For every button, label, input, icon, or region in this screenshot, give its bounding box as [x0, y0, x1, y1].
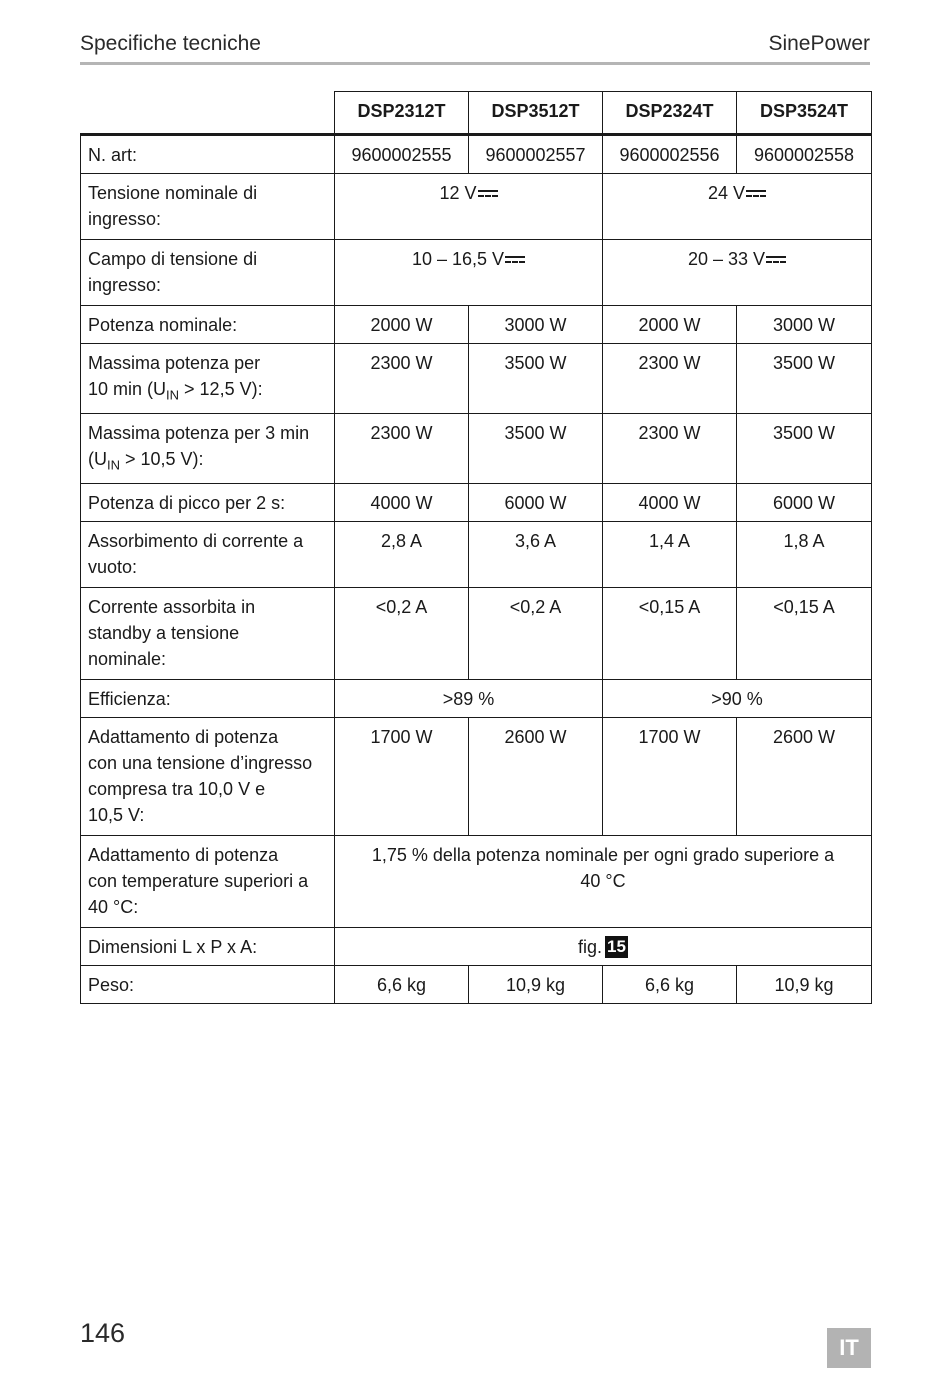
- cell-value: 1,75 % della potenza nominale per ogni grado superiore a: [371, 845, 835, 865]
- page-number: 146: [80, 1318, 126, 1348]
- table-cell: 3500 W: [469, 344, 603, 414]
- table-cell: 9600002557: [469, 135, 603, 174]
- label-line: 40 °C:: [88, 897, 139, 917]
- label-line: Massima potenza per 3 min: [88, 423, 310, 443]
- table-cell: 9600002558: [737, 135, 872, 174]
- section-title: Specifiche tecniche: [80, 32, 261, 55]
- table-row: [81, 174, 872, 240]
- table-cell: 3,6 A: [469, 522, 603, 588]
- header-blank-cell: [81, 92, 335, 135]
- row-label: Efficienza:: [81, 680, 335, 718]
- table-row: [81, 966, 872, 1004]
- table-cell: 2300 W: [603, 414, 737, 484]
- dc-voltage-icon: [766, 254, 786, 266]
- label-line: con una tensione d’ingresso: [88, 753, 313, 773]
- table-cell: 2,8 A: [335, 522, 469, 588]
- table-cell: 3500 W: [737, 414, 872, 484]
- row-label: Dimensioni L x P x A:: [81, 928, 335, 966]
- table-cell: 6000 W: [737, 484, 872, 522]
- row-label: N. art:: [81, 135, 335, 174]
- table-row: [81, 718, 872, 836]
- table-cell: 1,4 A: [603, 522, 737, 588]
- table-row: [81, 414, 872, 484]
- row-label: [81, 718, 335, 836]
- label-line: > 12,5 V):: [179, 379, 263, 399]
- table-cell: 10,9 kg: [469, 966, 603, 1004]
- label-line: Assorbimento di corrente a: [88, 531, 304, 551]
- table-header-row: [81, 92, 872, 135]
- table-cell: [335, 240, 603, 306]
- table-cell: 3000 W: [469, 306, 603, 344]
- subscript: IN: [166, 387, 180, 403]
- dc-voltage-icon: [478, 188, 498, 200]
- table-cell: >89 %: [335, 680, 603, 718]
- row-label: [81, 344, 335, 414]
- dc-voltage-icon: [746, 188, 766, 200]
- table-cell: <0,2 A: [335, 588, 469, 680]
- table-cell: 3500 W: [737, 344, 872, 414]
- table-cell: 9600002556: [603, 135, 737, 174]
- model-header: DSP2324T: [603, 92, 737, 135]
- table-cell: 10,9 kg: [737, 966, 872, 1004]
- spec-table: [80, 91, 872, 1004]
- table-cell: 3000 W: [737, 306, 872, 344]
- row-label: [81, 522, 335, 588]
- table-row: [81, 836, 872, 928]
- label-line: 10 min (U: [88, 379, 167, 399]
- label-line: Campo di tensione di: [88, 249, 258, 269]
- figure-reference: fig.: [578, 937, 603, 957]
- table-cell: 4000 W: [335, 484, 469, 522]
- row-label: Peso:: [81, 966, 335, 1004]
- label-line: Massima potenza per: [88, 353, 261, 373]
- table-cell: 2600 W: [469, 718, 603, 836]
- table-cell: [335, 836, 872, 928]
- table-cell: [603, 174, 872, 240]
- table-row: [81, 135, 872, 174]
- cell-value: 40 °C: [580, 871, 626, 891]
- figure-number-badge: 15: [607, 937, 626, 956]
- label-line: (U: [88, 449, 107, 469]
- row-label: Potenza nominale:: [81, 306, 335, 344]
- model-header: DSP3512T: [469, 92, 603, 135]
- label-line: ingresso:: [88, 275, 162, 295]
- table-cell: 2300 W: [603, 344, 737, 414]
- table-cell: 1700 W: [335, 718, 469, 836]
- table-cell: 1700 W: [603, 718, 737, 836]
- table-cell: [335, 174, 603, 240]
- cell-value: 12 V: [439, 183, 477, 203]
- label-line: Adattamento di potenza: [88, 845, 279, 865]
- page-header: [80, 30, 870, 65]
- table-row: [81, 588, 872, 680]
- table-cell: 2000 W: [335, 306, 469, 344]
- table-cell: 6,6 kg: [603, 966, 737, 1004]
- label-line: vuoto:: [88, 557, 138, 577]
- language-badge: IT: [827, 1328, 871, 1368]
- label-line: 10,5 V:: [88, 805, 145, 825]
- table-cell: 3500 W: [469, 414, 603, 484]
- label-line: Corrente assorbita in: [88, 597, 256, 617]
- table-cell: 1,8 A: [737, 522, 872, 588]
- table-row: [81, 306, 872, 344]
- table-cell: 2600 W: [737, 718, 872, 836]
- cell-value: 20 – 33 V: [687, 249, 766, 269]
- table-cell: 2300 W: [335, 414, 469, 484]
- table-row: [81, 522, 872, 588]
- label-line: > 10,5 V):: [120, 449, 204, 469]
- table-cell: 6000 W: [469, 484, 603, 522]
- table-cell: <0,15 A: [603, 588, 737, 680]
- row-label: [81, 240, 335, 306]
- model-header: DSP2312T: [335, 92, 469, 135]
- row-label: Potenza di picco per 2 s:: [81, 484, 335, 522]
- row-label: [81, 174, 335, 240]
- table-row: [81, 484, 872, 522]
- table-cell: [335, 928, 872, 966]
- label-line: nominale:: [88, 649, 167, 669]
- label-line: standby a tensione: [88, 623, 240, 643]
- table-cell: 9600002555: [335, 135, 469, 174]
- table-cell: <0,15 A: [737, 588, 872, 680]
- table-cell: 4000 W: [603, 484, 737, 522]
- table-row: [81, 344, 872, 414]
- model-header: DSP3524T: [737, 92, 872, 135]
- table-row: [81, 240, 872, 306]
- label-line: ingresso:: [88, 209, 162, 229]
- table-row: [81, 680, 872, 718]
- row-label: [81, 836, 335, 928]
- label-line: Tensione nominale di: [88, 183, 258, 203]
- product-name: SinePower: [768, 32, 870, 55]
- label-line: con temperature superiori a: [88, 871, 309, 891]
- table-cell: >90 %: [603, 680, 872, 718]
- table-cell: 2000 W: [603, 306, 737, 344]
- row-label: [81, 414, 335, 484]
- dc-voltage-icon: [505, 254, 525, 266]
- cell-value: 10 – 16,5 V: [411, 249, 505, 269]
- table-row: [81, 928, 872, 966]
- cell-value: 24 V: [707, 183, 746, 203]
- table-cell: 6,6 kg: [335, 966, 469, 1004]
- table-cell: [603, 240, 872, 306]
- table-cell: <0,2 A: [469, 588, 603, 680]
- subscript: IN: [107, 457, 120, 473]
- row-label: [81, 588, 335, 680]
- label-line: compresa tra 10,0 V e: [88, 779, 266, 799]
- label-line: Adattamento di potenza: [88, 727, 279, 747]
- table-cell: 2300 W: [335, 344, 469, 414]
